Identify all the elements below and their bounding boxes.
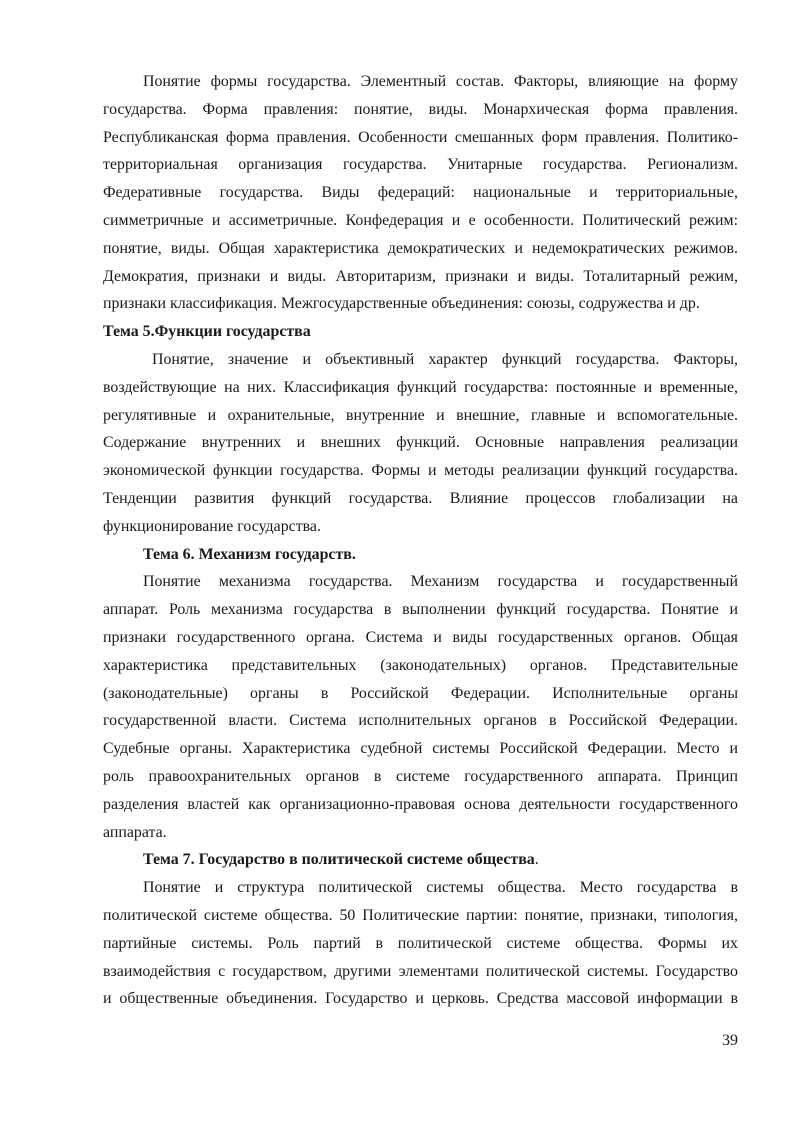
text-line: функционирование государства.	[103, 517, 321, 535]
text-line: экономической функции государства. Формы и методы реализации функций государства.	[103, 462, 738, 480]
text-line: аппарат. Роль механизма государства в выполнении функций государства. Понятие и	[103, 601, 738, 619]
text-line: Тенденции развития функций государства. Влияние процессов глобализации на	[103, 489, 738, 507]
section-heading	[103, 846, 738, 874]
heading-text: Тема 7. Государство в политической системе общества	[143, 851, 535, 869]
text-line: Понятие формы государства. Элементный состав. Факторы, влияющие на форму	[143, 73, 738, 90]
text-line: государства. Форма правления: понятие, виды. Монархическая форма правления.	[103, 100, 738, 118]
section-heading	[103, 318, 738, 346]
heading-suffix: .	[534, 851, 539, 869]
text-line: партийные системы. Роль партий в политической системе общества. Формы их	[103, 934, 738, 952]
text-line: воздействующие на них. Классификация функций государства: постоянные и временные,	[103, 378, 738, 396]
text-line: роль правоохранительных органов в системе государственного аппарата. Принцип	[103, 767, 738, 785]
text-line: (законодательные) органы в Российской Федерации. Исполнительные органы	[103, 684, 738, 702]
text-line: государственной власти. Система исполнительных органов в Российской Федерации.	[103, 712, 738, 730]
text-line: и общественные объединения. Государство и церковь. Средства массовой информации в	[103, 990, 738, 1008]
text-line: Понятие механизма государства. Механизм государства и государственный	[143, 573, 738, 591]
text-line: Республиканская форма правления. Особенности смешанных форм правления. Политико-	[103, 128, 738, 146]
text-line: признаки государственного органа. Система и виды государственных органов. Общая	[103, 628, 738, 646]
text-line: политической системе общества. 50 Политические партии: понятие, признаки, типология,	[103, 906, 738, 924]
page-number: 39	[722, 1032, 738, 1049]
section-heading	[103, 541, 738, 569]
text-line: Федеративные государства. Виды федераций: национальные и территориальные,	[103, 184, 738, 202]
text-line: Понятие, значение и объективный характер функций государства. Факторы,	[152, 350, 738, 368]
text-line: аппарата.	[103, 823, 167, 841]
text-line: взаимодействия с государством, другими элементами политической системы. Государство	[103, 962, 738, 980]
text-line: Демократия, признаки и виды. Авторитаризм, признаки и виды. Тоталитарный режим,	[103, 267, 738, 285]
text-line: симметричные и ассиметричные. Конфедерация и е особенности. Политический режим:	[103, 211, 738, 229]
page-body	[103, 68, 738, 1013]
text-line: Понятие и структура политической системы общества. Место государства в	[143, 879, 738, 897]
text-line: территориальная организация государства. Унитарные государства. Регионализм.	[103, 156, 738, 174]
heading-text: Тема 6. Механизм государств.	[143, 545, 356, 563]
text-line: Содержание внутренних и внешних функций. Основные направления реализации	[103, 434, 738, 452]
text-line: разделения властей как организационно-правовая основа деятельности государственного	[103, 795, 738, 813]
text-line: характеристика представительных (законодательных) органов. Представительные	[103, 656, 738, 674]
text-line: регулятивные и охранительные, внутренние и внешние, главные и вспомогательные.	[103, 406, 738, 424]
heading-text: Тема 5.Функции государства	[103, 323, 311, 341]
text-line: понятие, виды. Общая характеристика демократических и недемократических режимов.	[103, 239, 738, 257]
text-line: признаки классификация. Межгосударственные объединения: союзы, содружества и др.	[103, 295, 700, 313]
text-line: Судебные органы. Характеристика судебной системы Российской Федерации. Место и	[103, 740, 738, 758]
